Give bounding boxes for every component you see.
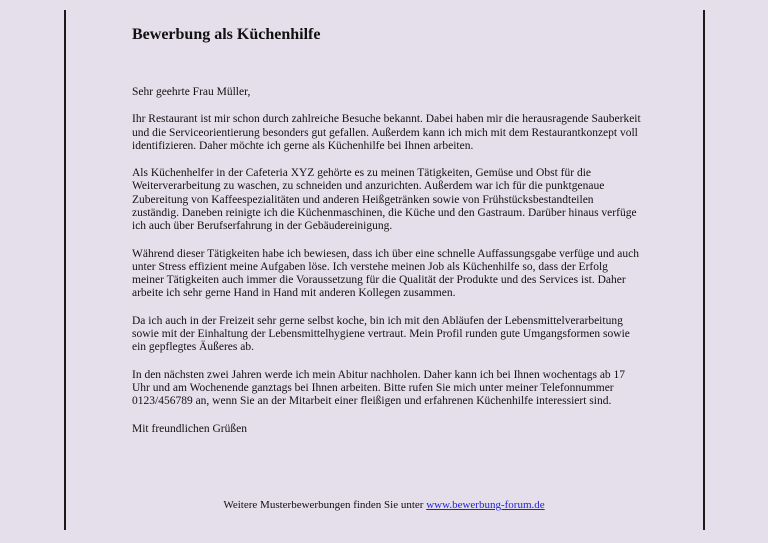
salutation: Sehr geehrte Frau Müller, [132,86,251,98]
footer-link[interactable]: www.bewerbung-forum.de [426,499,545,511]
document-title: Bewerbung als Küchenhilfe [132,26,321,43]
closing: Mit freundlichen Grüßen [132,422,247,435]
paragraph-experience: Als Küchenhelfer in der Cafeteria XYZ gehörte es zu meinen Tätigkeiten, Gemüse und Obst für die Weiterverarbeitung zu waschen, zu schneiden und anzurichten. Außerdem war ich für die punktgenaue Zubereitung von Kaffeespezialitäten und anderen Heißgetränken sowie von Frühstücksbestandteilen zuständig. Daneben reinigte ich die Küchenmaschinen, die Küche und den Gastraum. Darüber hinaus verfüge ich auch über Berufserfahrung in der Gebäudereinigung. [132,167,637,233]
right-margin-rule [703,10,705,530]
letter-body [132,24,642,436]
paragraph-availability: In den nächsten zwei Jahren werde ich mein Abitur nachholen. Daher kann ich bei Ihnen wochentags ab 17 Uhr und am Wochenende ganztags bei Ihnen arbeiten. Bitte rufen Sie mich unter meiner Telefonnummer 0123/456789 an, wenn Sie an der Mitarbeit einer fleißigen und erfahrenen Küchenhilfe interessiert sind. [132,368,626,408]
footer [0,499,768,511]
footer-text: Weitere Musterbewerbungen finden Sie unter [223,499,427,511]
paragraph-skills: Während dieser Tätigkeiten habe ich bewiesen, dass ich über eine schnelle Auffassungsgabe verfüge und auch unter Stress effizient meine Aufgaben löse. Ich verstehe meinen Job als Küchenhilfe so, dass der Erfolg meiner Tätigkeiten auch immer die Voraussetzung für die Qualität der Produkte und des Services ist. Daher arbeite ich sehr gerne Hand in Hand mit anderen Kollegen zusammen. [132,247,639,300]
paragraph-personal: Da ich auch in der Freizeit sehr gerne selbst koche, bin ich mit den Abläufen der Lebensmittelverarbeitung sowie mit der Einhaltung der Lebensmittelhygiene vertraut. Mein Profil runden gute Umgangsformen sowie ein gepflegtes Äußeres ab. [132,314,630,354]
left-margin-rule [64,10,66,530]
paragraph-intro: Ihr Restaurant ist mir schon durch zahlreiche Besuche bekannt. Dabei haben mir die herausragende Sauberkeit und die Serviceorientierung besonders gut gefallen. Außerdem kann ich mich mit dem Restaurantkonzept voll identifizieren. Daher möchte ich gerne als Küchenhilfe bei Ihnen arbeiten. [132,113,641,152]
